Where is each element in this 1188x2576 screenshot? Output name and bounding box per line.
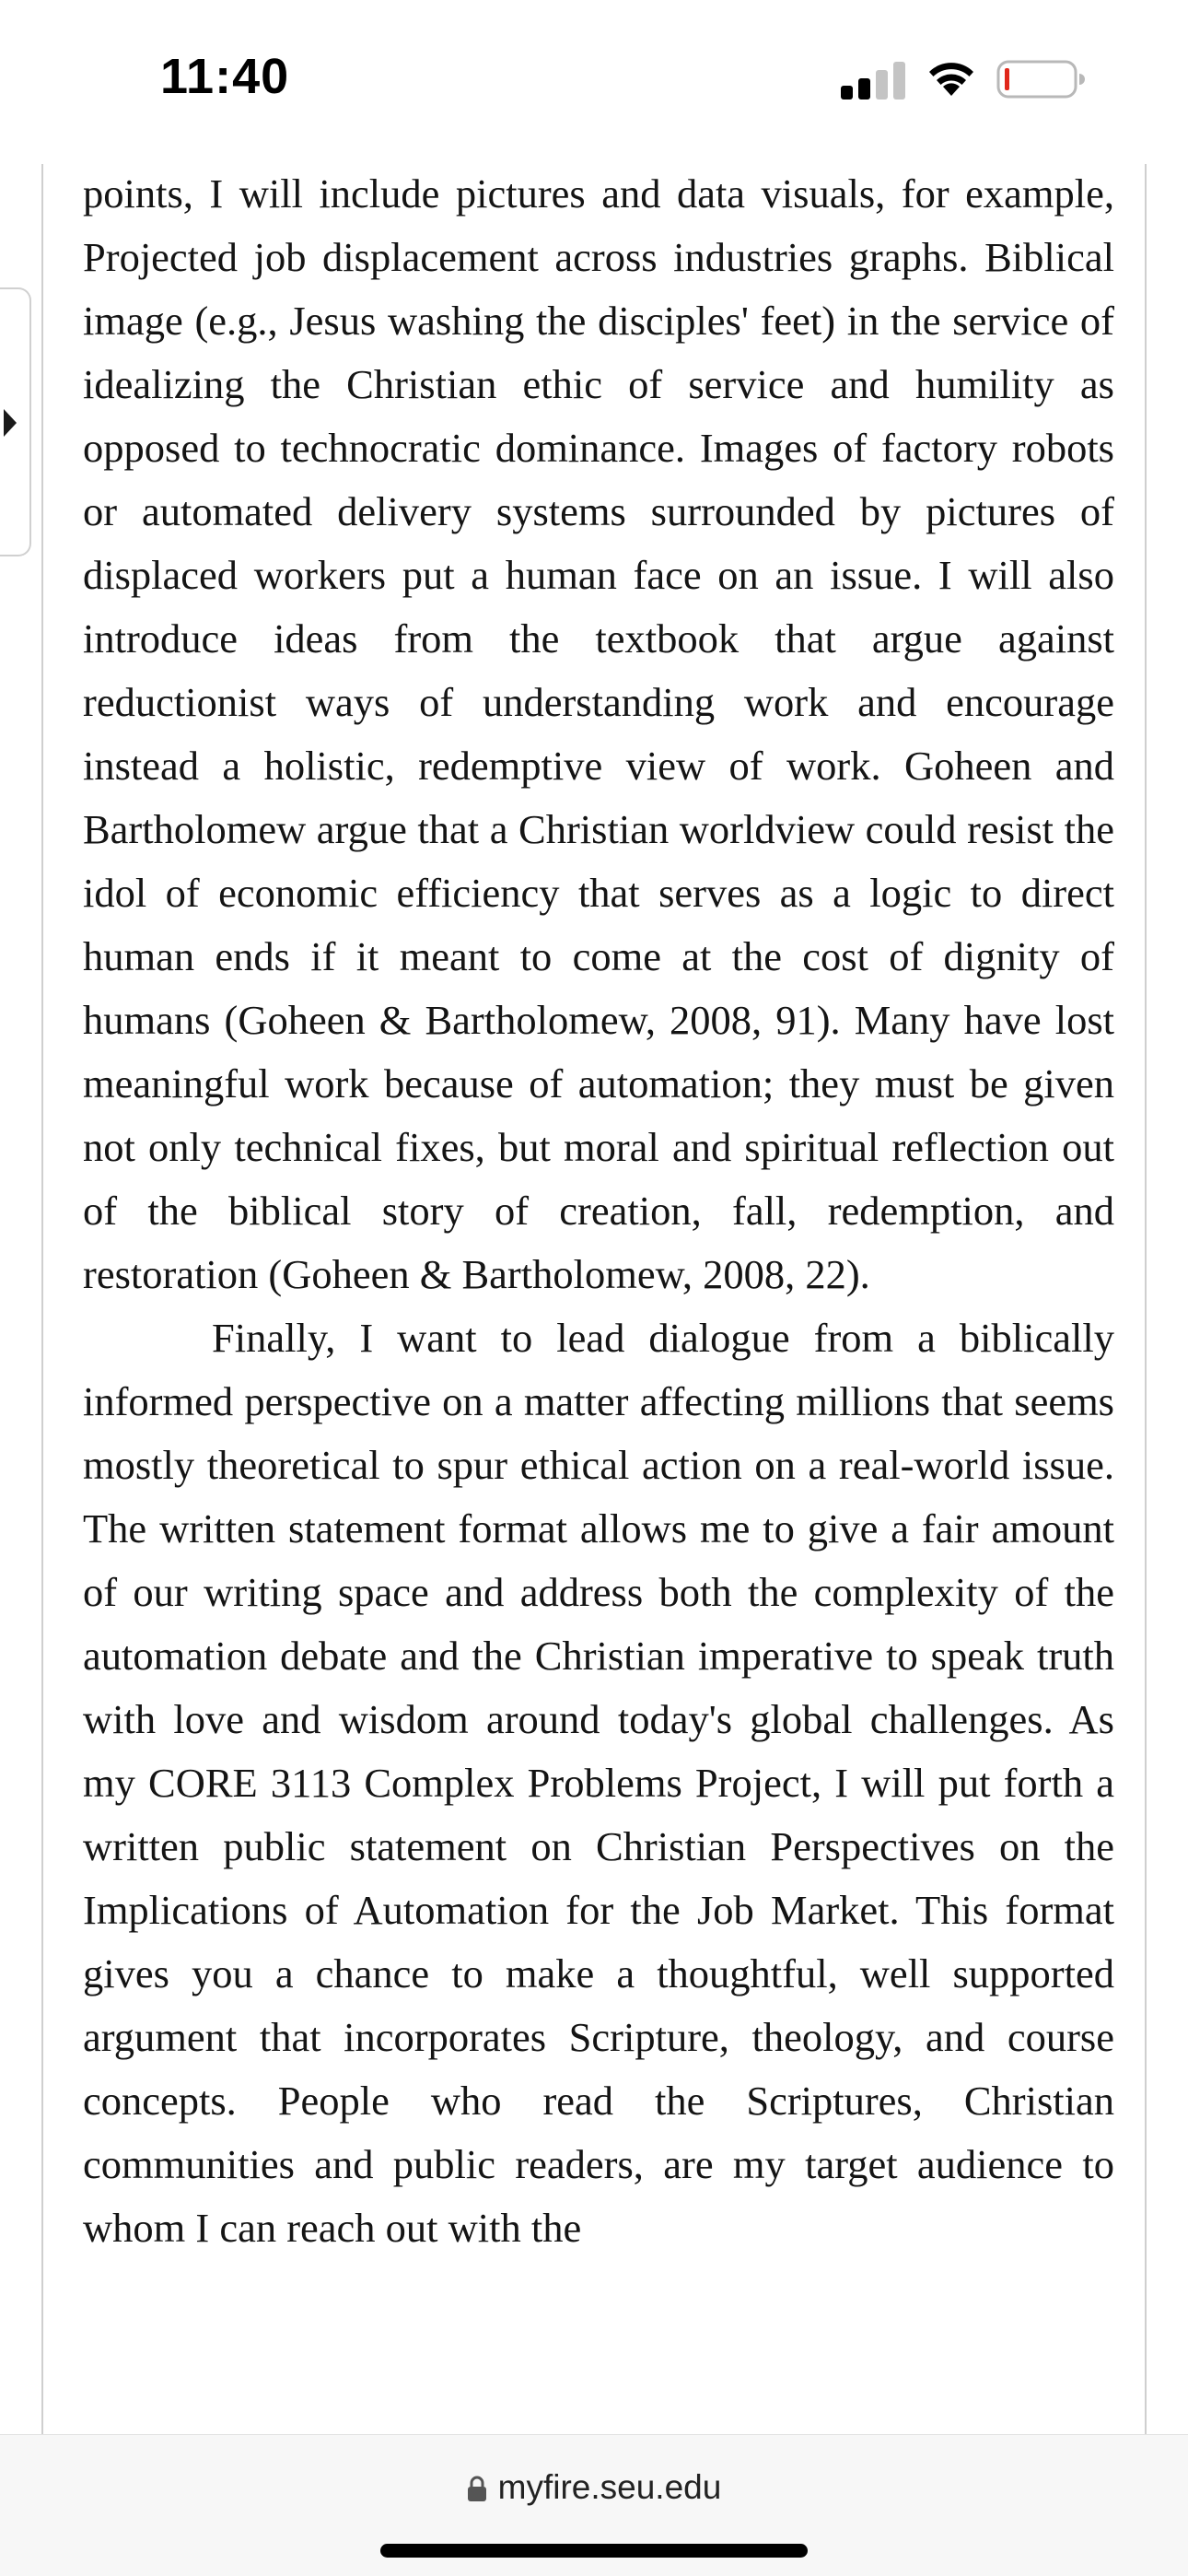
document-body (83, 164, 1114, 2260)
url-text: myfire.seu.edu (497, 2468, 722, 2506)
document-viewer[interactable] (41, 164, 1147, 2434)
paragraph: points, I will include pictures and data visuals, for example, Projected job displacement across industries graphs. Biblical image (e.g., Jesus washing the disciples' feet) in the service of idealizing the Christian ethic of service and humility as opposed to technocratic dominance. Images of factory robots or automated delivery systems surrounded by pictures of displaced workers put a human face on an issue. I will also introduce ideas from the textbook that argue against reductionist ways of understanding work and encourage instead a holistic, redemptive view of work. Goheen and Bartholomew argue that a Christian worldview could resist the idol of economic efficiency that serves as a logic to direct human ends if it meant to come at the cost of dignity of humans (Goheen & Bartholomew, 2008, 91). Many have lost meaningful work because of automation; they must be given not only technical fixes, but moral and spiritual reflection out of the biblical story of creation, fall, redemption, and restoration (Goheen & Bartholomew, 2008, 22). (83, 170, 1114, 1297)
cellular-signal-icon (841, 61, 905, 100)
address-bar[interactable] (0, 2468, 1188, 2507)
status-bar (0, 0, 1188, 164)
paragraph: Finally, I want to lead dialogue from a biblically informed perspective on a matter affecting millions that seems mostly theoretical to spur ethical action on a real-world issue. The written statement format allows me to give a fair amount of our writing space and address both the complexity of the automation debate and the Christian imperative to speak truth with love and wisdom around today's global challenges. As my CORE 3113 Complex Problems Project, I will put forth a written public statement on Christian Perspectives on the Implications of Automation for the Job Market. This format gives you a chance to make a thoughtful, well supported argument that incorporates Scripture, theology, and course concepts. People who read the Scriptures, Christian communities and public readers, are my target audience to whom I can reach out with the (83, 1315, 1114, 2251)
wifi-icon (926, 57, 977, 98)
chevron-right-icon (2, 407, 18, 439)
home-indicator[interactable] (380, 2544, 808, 2558)
status-time: 11:40 (160, 49, 290, 104)
lock-icon (467, 2475, 487, 2502)
battery-icon (996, 60, 1085, 99)
browser-bottom-bar (0, 2434, 1188, 2576)
side-panel-toggle[interactable] (0, 287, 31, 556)
